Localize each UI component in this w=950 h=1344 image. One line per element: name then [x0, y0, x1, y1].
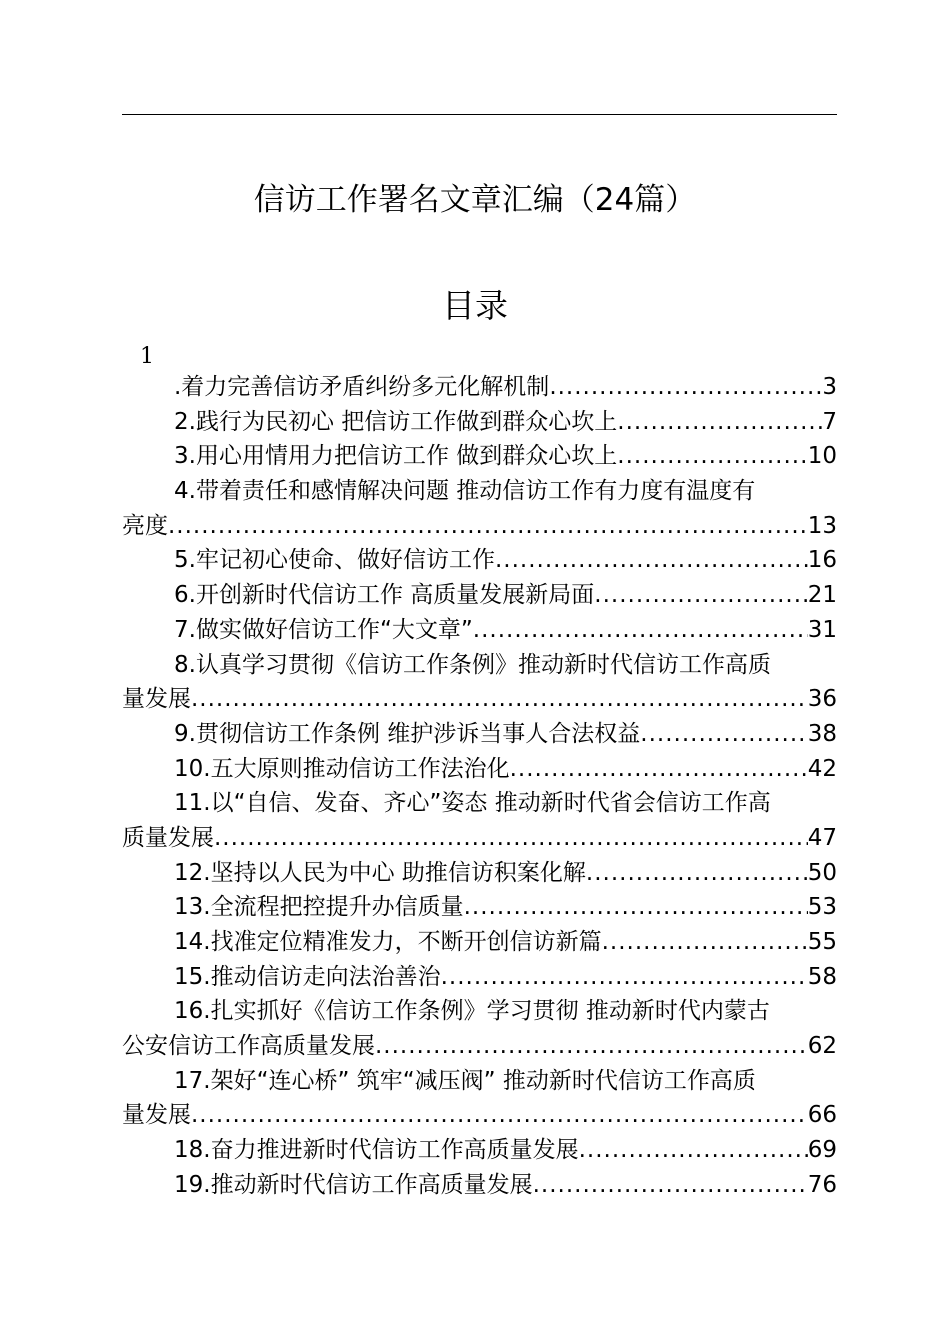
toc-entry-page: 50: [807, 859, 837, 886]
toc-entry-16-line2[interactable]: [122, 1029, 837, 1064]
leader-dots: [191, 1098, 808, 1133]
toc-entry-title-cont: 量发展: [122, 686, 191, 713]
leader-dots: [168, 509, 808, 544]
toc-entry-page: 76: [807, 1171, 837, 1198]
leader-dots: [441, 960, 808, 995]
leader-dots: [214, 821, 808, 856]
toc-entry-page: 36: [807, 686, 837, 713]
header-rule: [122, 114, 837, 115]
toc-entry-1[interactable]: [122, 370, 837, 405]
toc-entry-6[interactable]: [122, 578, 837, 613]
toc-entry-2[interactable]: [122, 405, 837, 440]
toc-entry-13[interactable]: [122, 890, 837, 925]
toc-entry-title-cont: 公安信访工作高质量发展: [122, 1033, 375, 1060]
toc-entry-page: 3: [822, 374, 837, 400]
toc-entry-title: 6.开创新时代信访工作 高质量发展新局面: [174, 582, 595, 609]
toc-entry-page: 42: [807, 755, 837, 782]
toc-entry-page: 47: [807, 824, 837, 851]
toc-entry-page: 38: [807, 720, 837, 747]
toc-entry-page: 62: [807, 1033, 837, 1060]
toc-entry-3[interactable]: [122, 439, 837, 474]
leader-dots: [375, 1029, 808, 1064]
toc-heading: 目录: [442, 286, 508, 325]
toc-entry-page: 53: [807, 894, 837, 921]
toc-entry-page: 13: [807, 512, 837, 539]
leader-dots: [602, 925, 808, 960]
toc-entry-page: 10: [807, 443, 837, 470]
toc-entry-page: 66: [807, 1102, 837, 1129]
toc-entry-9[interactable]: [122, 717, 837, 752]
toc-entry-title-cont: 量发展: [122, 1102, 191, 1129]
document-title: 信访工作署名文章汇编（24篇）: [253, 182, 697, 218]
toc-entry-title-cont: 亮度: [122, 512, 168, 539]
toc-entry-4-line2[interactable]: [122, 509, 837, 544]
toc-entry-11-line2[interactable]: [122, 821, 837, 856]
toc-entry-18[interactable]: [122, 1133, 837, 1168]
toc-entry-7[interactable]: [122, 613, 837, 648]
toc-entry-title: 9.贯彻信访工作条例 维护涉诉当事人合法权益: [174, 720, 641, 747]
first-entry-number: 1: [140, 344, 154, 369]
toc-entry-17-line2[interactable]: [122, 1098, 837, 1133]
toc-entry-page: 16: [807, 547, 837, 574]
toc-entry-title: 4.带着责任和感情解决问题 推动信访工作有力度有温度有: [174, 478, 756, 505]
leader-dots: [464, 890, 808, 925]
toc-entry-17-line1[interactable]: [122, 1064, 837, 1099]
toc-entry-page: 58: [807, 963, 837, 990]
table-of-contents: [122, 370, 837, 1203]
toc-entry-10[interactable]: [122, 752, 837, 787]
leader-dots: [549, 370, 822, 405]
toc-entry-title: 8.认真学习贯彻《信访工作条例》推动新时代信访工作高质: [174, 651, 771, 678]
toc-entry-8-line1[interactable]: [122, 648, 837, 683]
leader-dots: [586, 856, 808, 891]
toc-entry-title-cont: 质量发展: [122, 824, 214, 851]
toc-entry-title: 16.扎实抓好《信访工作条例》学习贯彻 推动新时代内蒙古: [174, 998, 770, 1025]
leader-dots: [579, 1133, 808, 1168]
toc-entry-title: 11.以“自信、发奋、齐心”姿态 推动新时代省会信访工作高: [174, 790, 771, 817]
toc-entry-title: 2.践行为民初心 把信访工作做到群众心坎上: [174, 408, 618, 435]
toc-entry-page: 21: [807, 582, 837, 609]
toc-entry-title: 7.做实做好信访工作“大文章”: [174, 616, 473, 643]
toc-entry-12[interactable]: [122, 856, 837, 891]
leader-dots: [617, 439, 807, 474]
toc-entry-title: 10.五大原则推动信访工作法治化: [174, 755, 510, 782]
toc-entry-8-line2[interactable]: [122, 682, 837, 717]
leader-dots: [594, 578, 807, 613]
toc-entry-title: 3.用心用情用力把信访工作 做到群众心坎上: [174, 443, 618, 470]
leader-dots: [533, 1168, 808, 1203]
leader-dots: [191, 682, 808, 717]
toc-entry-16-line1[interactable]: [122, 994, 837, 1029]
toc-entry-19[interactable]: [122, 1168, 837, 1203]
toc-entry-page: 31: [807, 616, 837, 643]
toc-entry-title: 18.奋力推进新时代信访工作高质量发展: [174, 1137, 579, 1164]
toc-entry-11-line1[interactable]: [122, 786, 837, 821]
toc-entry-title: 17.架好“连心桥” 筑牢“减压阀” 推动新时代信访工作高质: [174, 1067, 756, 1094]
toc-entry-14[interactable]: [122, 925, 837, 960]
leader-dots: [473, 613, 808, 648]
leader-dots: [640, 717, 807, 752]
toc-entry-title: 12.坚持以人民为中心 助推信访积案化解: [174, 859, 586, 886]
toc-entry-5[interactable]: [122, 543, 837, 578]
toc-entry-title: 14.找准定位精准发力，不断开创信访新篇: [174, 929, 602, 955]
toc-entry-4-line1[interactable]: [122, 474, 837, 509]
toc-entry-title: 15.推动信访走向法治善治: [174, 963, 441, 990]
toc-entry-page: 69: [807, 1137, 837, 1164]
toc-entry-title: 19.推动新时代信访工作高质量发展: [174, 1171, 533, 1198]
toc-entry-page: 7: [822, 408, 837, 435]
toc-entry-page: 55: [807, 929, 837, 955]
toc-entry-15[interactable]: [122, 960, 837, 995]
toc-entry-title: 13.全流程把控提升办信质量: [174, 894, 464, 921]
leader-dots: [495, 543, 808, 578]
toc-entry-title: .着力完善信访矛盾纠纷多元化解机制: [174, 374, 550, 400]
leader-dots: [617, 405, 822, 440]
toc-entry-title: 5.牢记初心使命、做好信访工作: [174, 547, 495, 574]
leader-dots: [510, 752, 808, 787]
